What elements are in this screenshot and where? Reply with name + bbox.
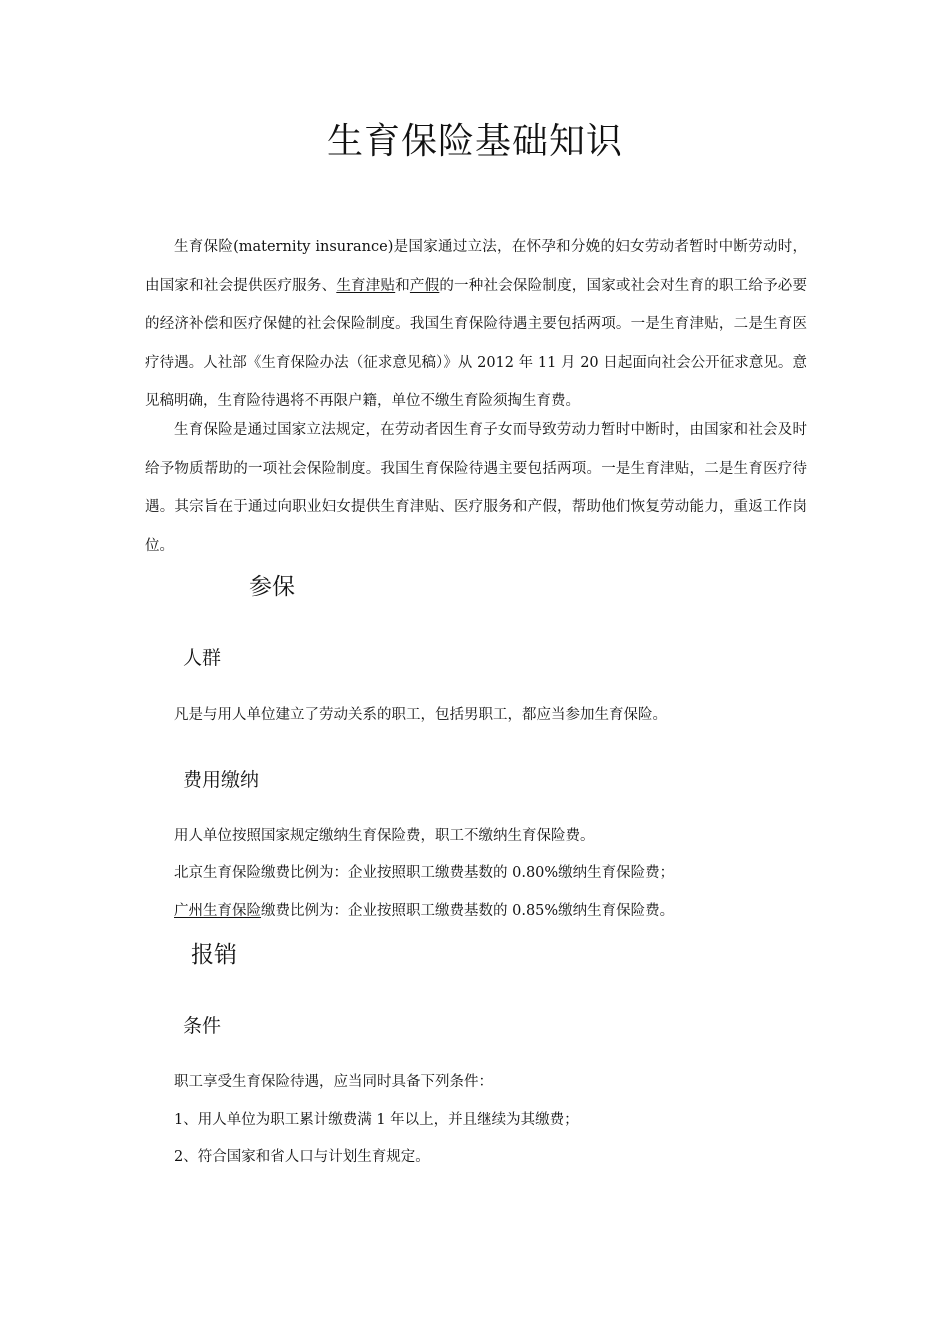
section-heading-reimburse: 报销 xyxy=(191,942,237,968)
fee-line-1: 用人单位按照国家规定缴纳生育保险费，职工不缴纳生育保险费。 xyxy=(174,828,595,844)
fee-line-3-rest: 缴费比例为：企业按照职工缴费基数的 0.85%缴纳生育保险费。 xyxy=(261,903,675,919)
link-maternity-leave[interactable]: 产假 xyxy=(409,277,440,294)
subheading-conditions: 条件 xyxy=(183,1015,222,1037)
link-maternity-allowance[interactable]: 生育津贴 xyxy=(336,277,396,294)
condition-item-1: 1、用人单位为职工累计缴费满 1 年以上，并且继续为其缴费； xyxy=(174,1112,579,1128)
condition-item-2: 2、符合国家和省人口与计划生育规定。 xyxy=(174,1149,430,1165)
intro-text-part-b: 和 xyxy=(395,277,410,294)
intro-text-part-a: 生育保险(maternity insurance)是国家通过立法，在怀孕和分娩的妇女劳动者暂时中断劳动时，由国家和社会提供医疗服务、 xyxy=(145,239,807,294)
intro-paragraph-2: 生育保险是通过国家立法规定，在劳动者因生育子女而导致劳动力暂时中断时，由国家和社会及时给予物质帮助的一项社会保险制度。我国生育保险待遇主要包括两项。一是生育津贴，二是生育医疗待遇。其宗旨在于通过向职业妇女提供生育津贴、医疗服务和产假，帮助他们恢复劳动能力，重返工作岗位。 xyxy=(145,422,807,554)
link-guangzhou-maternity-insurance[interactable]: 广州生育保险 xyxy=(174,903,261,919)
subheading-crowd: 人群 xyxy=(183,647,222,669)
section-heading-insure: 参保 xyxy=(249,574,295,600)
intro-text-part-c: 的一种社会保险制度，国家或社会对生育的职工给予必要的经济补偿和医疗保健的社会保险制度。我国生育保险待遇主要包括两项。一是生育津贴，二是生育医疗待遇。人社部《生育保险办法（征求意见稿）》从 2012 年 11 月 20 日起面向社会公开征求意见。意见稿明确，生育险待遇将不再限户籍，单位不缴生育险须掏生育费。 xyxy=(145,277,808,409)
page-title: 生育保险基础知识 xyxy=(326,121,623,162)
fee-line-2: 北京生育保险缴费比例为：企业按照职工缴费基数的 0.80%缴纳生育保险费； xyxy=(174,865,675,881)
conditions-intro: 职工享受生育保险待遇，应当同时具备下列条件： xyxy=(174,1074,493,1090)
intro-paragraph-1 xyxy=(145,228,807,421)
crowd-text: 凡是与用人单位建立了劳动关系的职工，包括男职工，都应当参加生育保险。 xyxy=(174,707,667,723)
subheading-fee: 费用缴纳 xyxy=(183,769,260,791)
fee-line-3 xyxy=(174,900,814,922)
